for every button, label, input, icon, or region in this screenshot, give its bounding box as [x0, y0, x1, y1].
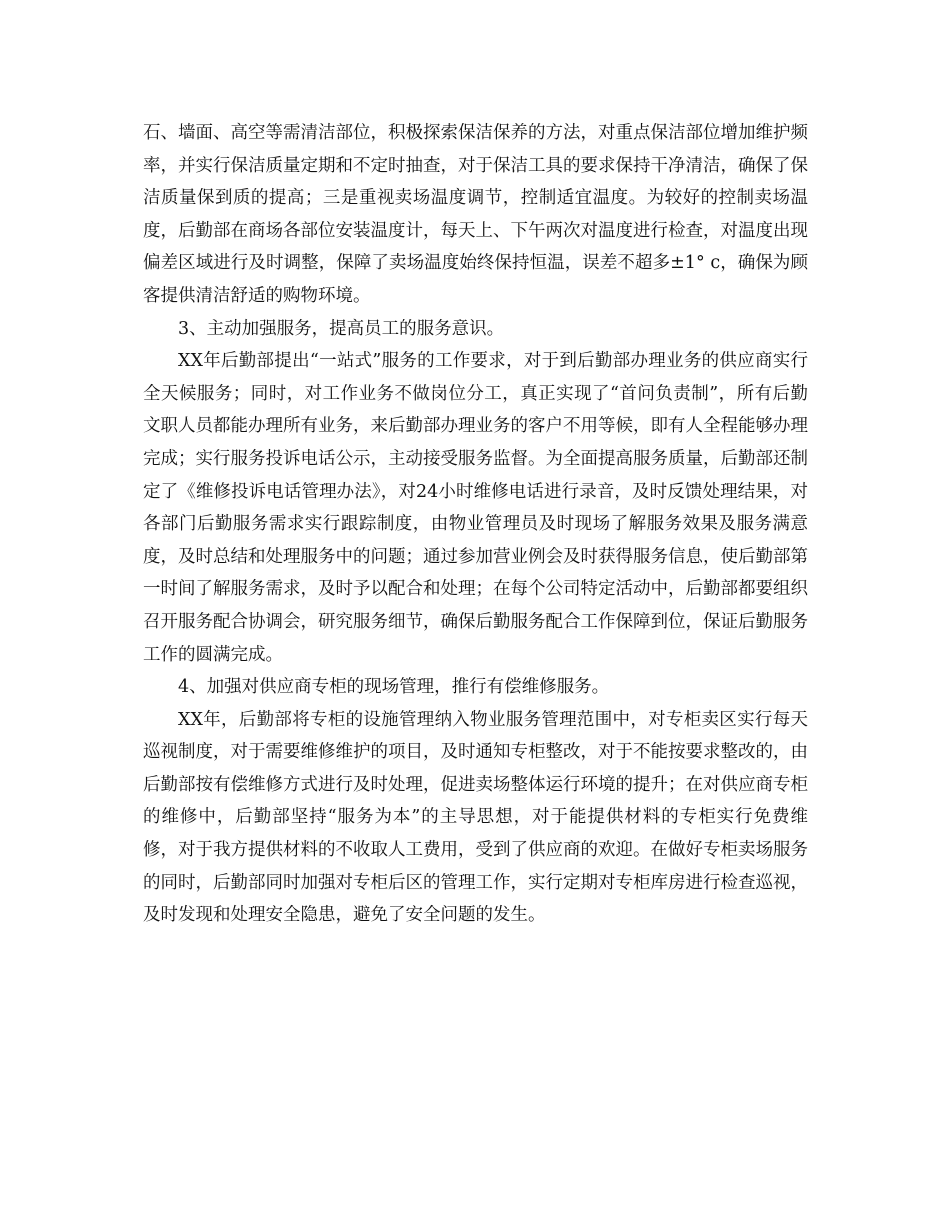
paragraph-service: XX年后勤部提出“一站式”服务的工作要求，对于到后勤部办理业务的供应商实行全天候服务；同时，对工作业务不做岗位分工，真正实现了“首问负责制”，所有后勤文职人员都能办理所有业务，来后勤部办理业务的客户不用等候，即有人全程能够办理完成；实行服务投诉电话公示，主动接受服务监督。为全面提高服务质量，后勤部还制定了《维修投诉电话管理办法》，对24小时维修电话进行录音，及时反馈处理结果，对各部门后勤服务需求实行跟踪制度，由物业管理员及时现场了解服务效果及服务满意度，及时总结和处理服务中的问题；通过参加营业例会及时获得服务信息，使后勤部第一时间了解服务需求，及时予以配合和处理；在每个公司特定活动中，后勤部都要组织召开服务配合协调会，研究服务细节，确保后勤服务配合工作保障到位，保证后勤服务工作的圆满完成。	[143, 351, 808, 665]
paragraph-supplier-counter: XX年，后勤部将专柜的设施管理纳入物业服务管理范围中，对专柜卖区实行每天巡视制度，对于需要维修维护的项目，及时通知专柜整改，对于不能按要求整改的，由后勤部按有偿维修方式进行及时处理，促进卖场整体运行环境的提升；在对供应商专柜的维修中，后勤部坚持“服务为本”的主导思想，对于能提供材料的专柜实行免费维修，对于我方提供材料的不收取人工费用，受到了供应商的欢迎。在做好专柜卖场服务的同时，后勤部同时加强对专柜后区的管理工作，实行定期对专柜库房进行检查巡视，及时发现和处理安全隐患，避免了安全问题的发生。	[143, 709, 808, 926]
paragraph-continuation: 石、墙面、高空等需清洁部位，积极探索保洁保养的方法，对重点保洁部位增加维护频率，并实行保洁质量定期和不定时抽查，对于保洁工具的要求保持干净清洁，确保了保洁质量保到质的提高；三是重视卖场温度调节，控制适宜温度。为较好的控制卖场温度，后勤部在商场各部位安装温度计，每天上、下午两次对温度进行检查，对温度出现偏差区域进行及时调整，保障了卖场温度始终保持恒温，误差不超多±1° c，确保为顾客提供清洁舒适的购物环境。	[143, 123, 808, 306]
section-heading-4: 4、加强对供应商专柜的现场管理，推行有偿维修服务。	[178, 677, 610, 698]
section-heading-3: 3、主动加强服务，提高员工的服务意识。	[178, 318, 505, 339]
document-body	[143, 117, 808, 932]
